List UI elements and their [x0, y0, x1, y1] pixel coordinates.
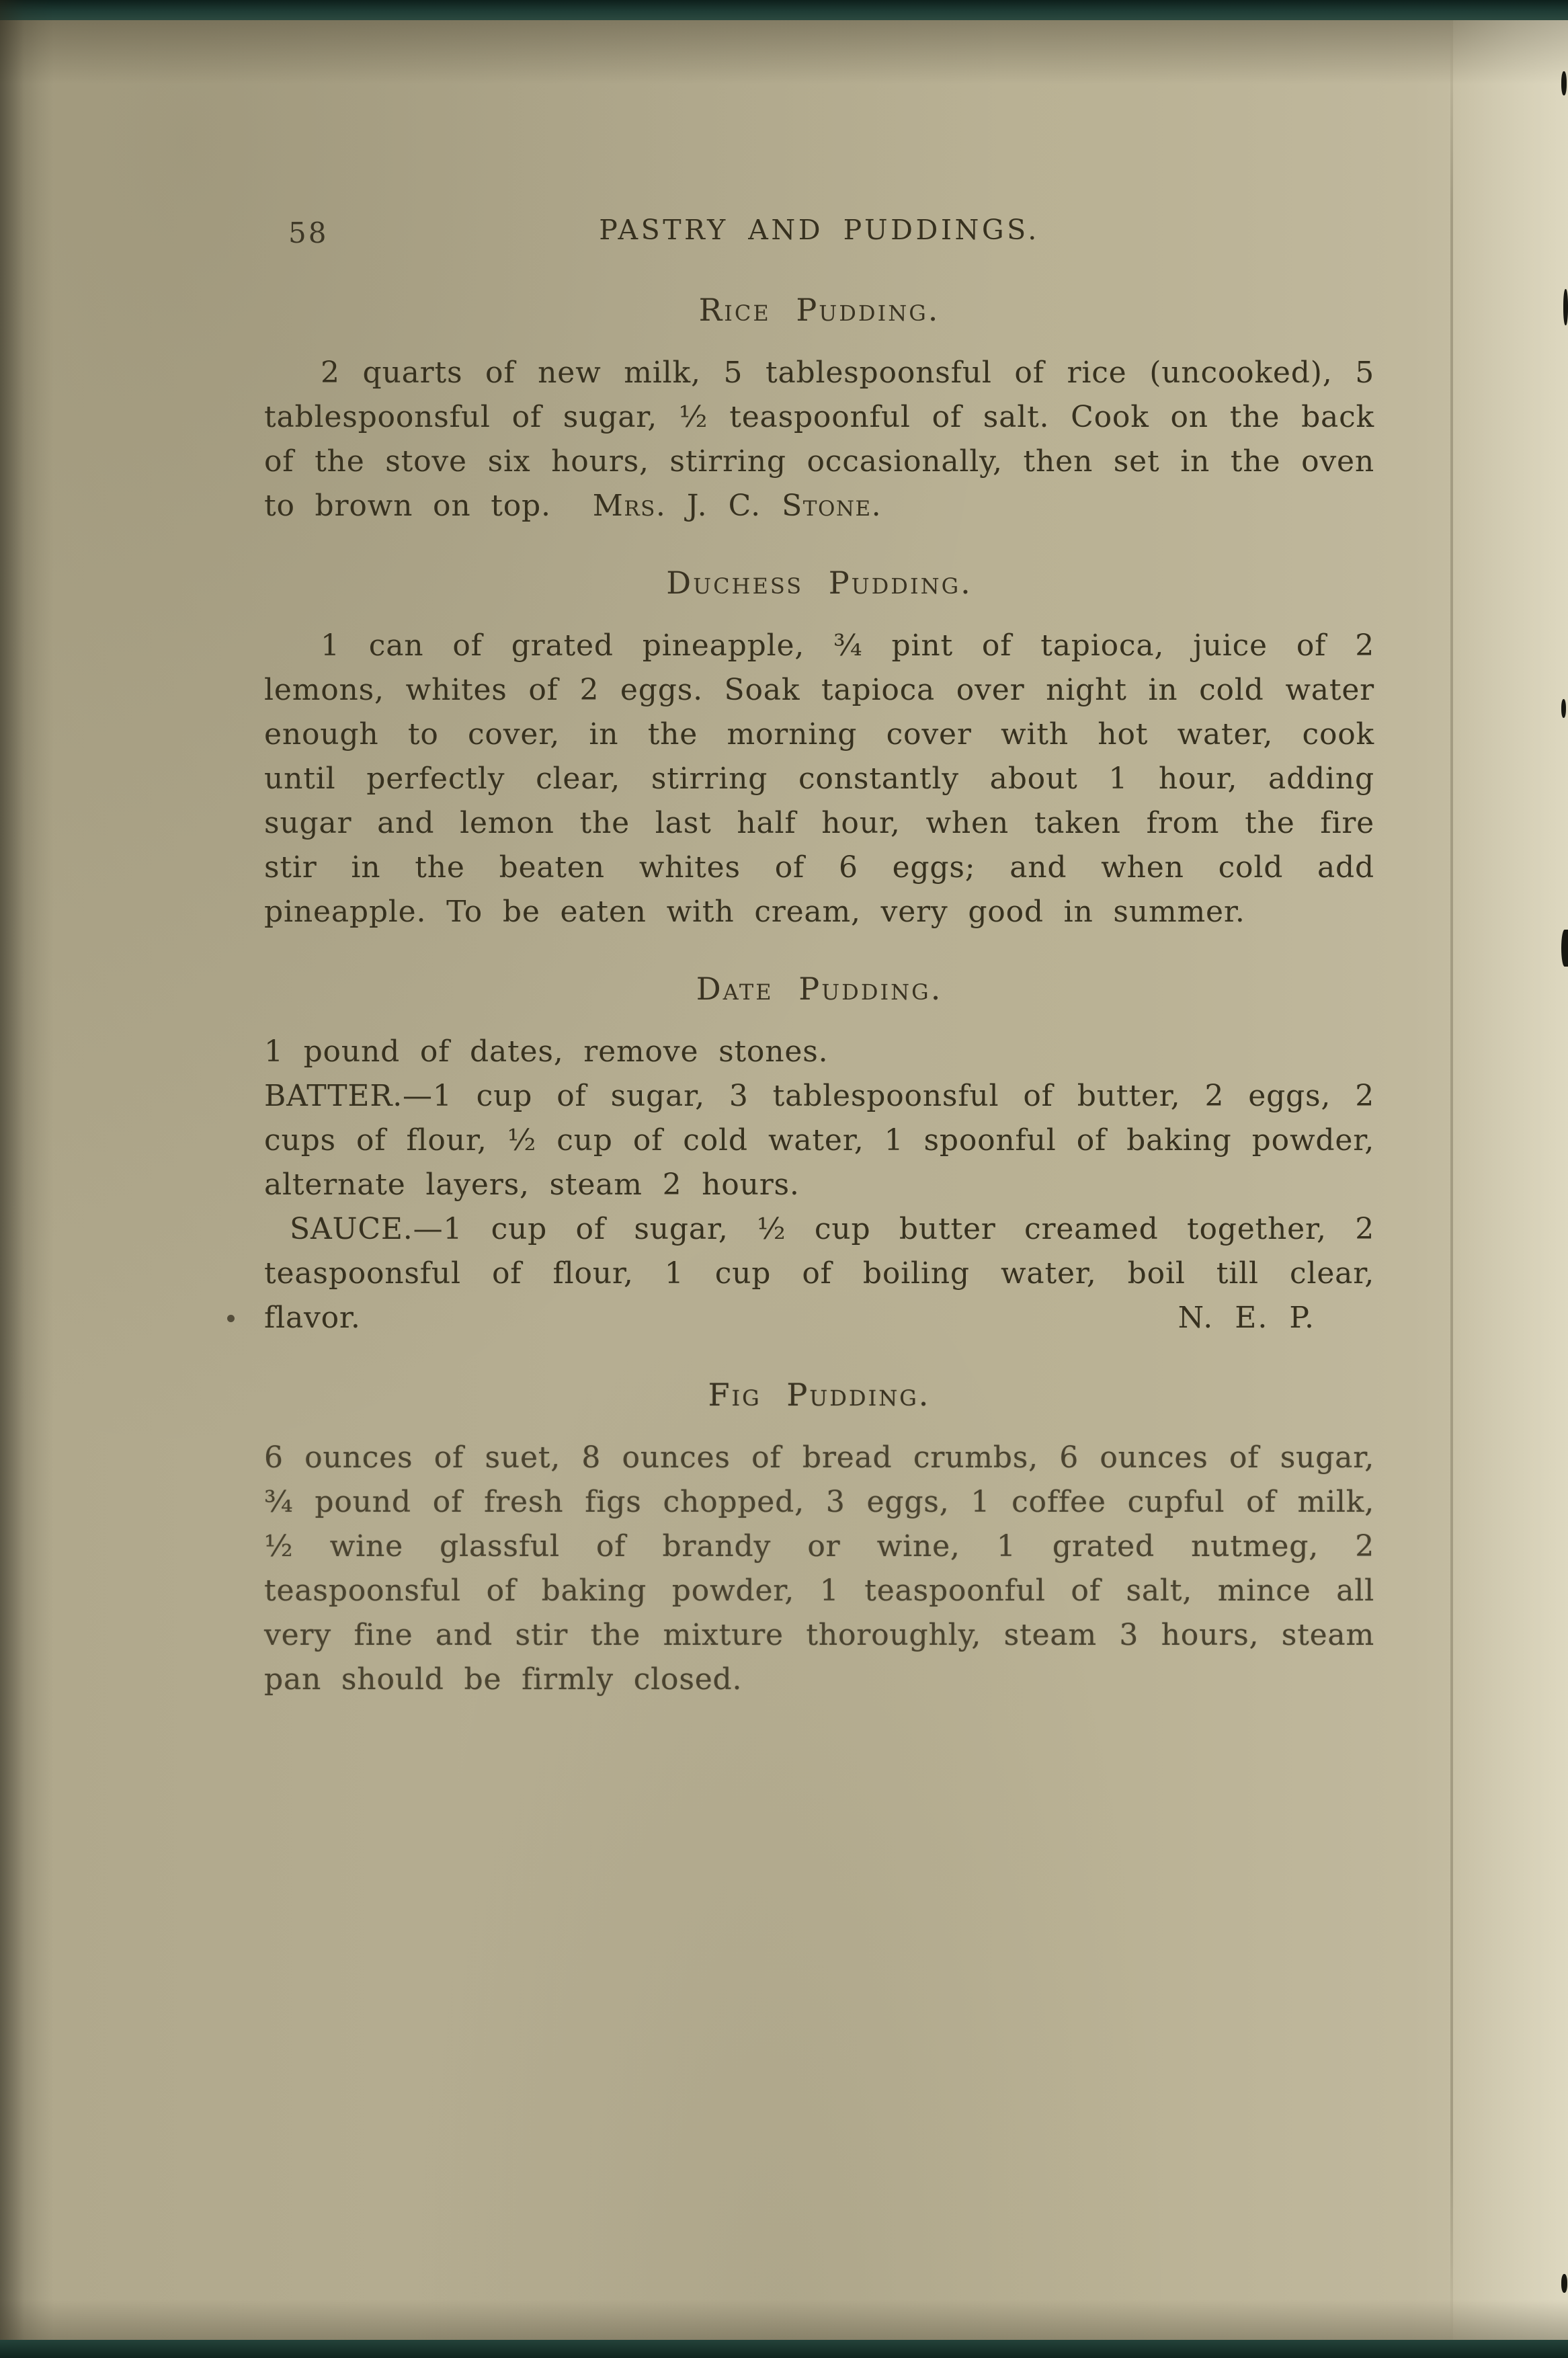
recipe-body: 1 can of grated pineapple, ¾ pint of tapioca, juice of 2 lemons, whites of 2 eggs. Soak tapioca over night in cold water enough to cover, in the morning cover with hot water, cook until perfectly clear, stirring constantly about 1 hour, adding sugar and lemon the last half hour, when taken from the fire stir in the beaten whites of 6 eggs; and when cold add pineapple. To be eaten with cream, very good in summer.: [264, 628, 1374, 929]
scan-artifact: [1561, 2274, 1567, 2293]
recipe-batter-paragraph: BATTER.—1 cup of sugar, 3 tablespoonsful of butter, 2 eggs, 2 cups of flour, ½ cup of cold water, 1 spoonful of baking powder, alternate layers, steam 2 hours.: [264, 1079, 1374, 1202]
recipe-date-pudding: [264, 971, 1374, 1340]
recipe-rice-pudding: [264, 292, 1374, 528]
recipe-attribution: N. E. P.: [1178, 1301, 1315, 1335]
bottom-shadow: [0, 2300, 1568, 2340]
page-number: 58: [288, 216, 329, 249]
book-edge-top: [0, 0, 1568, 20]
recipe-paragraph: [264, 351, 1374, 528]
running-header: PASTRY AND PUDDINGS.: [599, 214, 1040, 246]
recipe-title: Fig Pudding.: [708, 1377, 931, 1413]
recipe-fig-pudding: [264, 1377, 1374, 1702]
recipe-body: 2 quarts of new milk, 5 tablespoonsful of rice (uncooked), 5 tablespoonsful of sugar, ½ teaspoonful of salt. Cook on the back of the stove six hours, stirring occasionally, then set in the oven to brown on top.: [264, 356, 1374, 523]
gutter-shadow: [0, 0, 54, 2358]
recipe-paragraph: [264, 624, 1374, 934]
scan-artifact: [1563, 289, 1568, 325]
recipe-paragraph: [264, 1436, 1374, 1702]
ink-speck: [227, 1315, 235, 1322]
top-shadow: [0, 20, 1568, 84]
scan-artifact: [1561, 930, 1568, 967]
recipe-attribution: Mrs. J. C. Stone.: [592, 489, 882, 523]
page-content: [264, 214, 1374, 1702]
recipe-title: Date Pudding.: [696, 971, 943, 1007]
scan-artifact: [1561, 699, 1566, 718]
scan-artifact: [1561, 71, 1567, 95]
recipe-sauce-paragraph: [264, 1207, 1374, 1340]
facing-page-edge: [1453, 20, 1568, 2340]
book-edge-bottom: [0, 2340, 1568, 2358]
recipe-ingredients-line: 1 pound of dates, remove stones.: [264, 1034, 829, 1069]
recipe-title: Duchess Pudding.: [666, 565, 973, 601]
page-header: [264, 214, 1374, 255]
recipe-duchess-pudding: [264, 565, 1374, 934]
recipe-title: Rice Pudding.: [698, 292, 940, 328]
recipe-body: SAUCE.—1 cup of sugar, ½ cup butter creamed together, 2 teaspoonsful of flour, 1 cup of boiling water, boil till clear, flavor.: [264, 1212, 1374, 1335]
recipe-body: 6 ounces of suet, 8 ounces of bread crumbs, 6 ounces of sugar, ¾ pound of fresh figs chopped, 3 eggs, 1 coffee cupful of milk, ½ wine glassful of brandy or wine, 1 grated nutmeg, 2 teaspoonsful of baking powder, 1 teaspoonful of salt, mince all very fine and stir the mixture thoroughly, steam 3 hours, steam pan should be firmly closed.: [264, 1440, 1374, 1697]
